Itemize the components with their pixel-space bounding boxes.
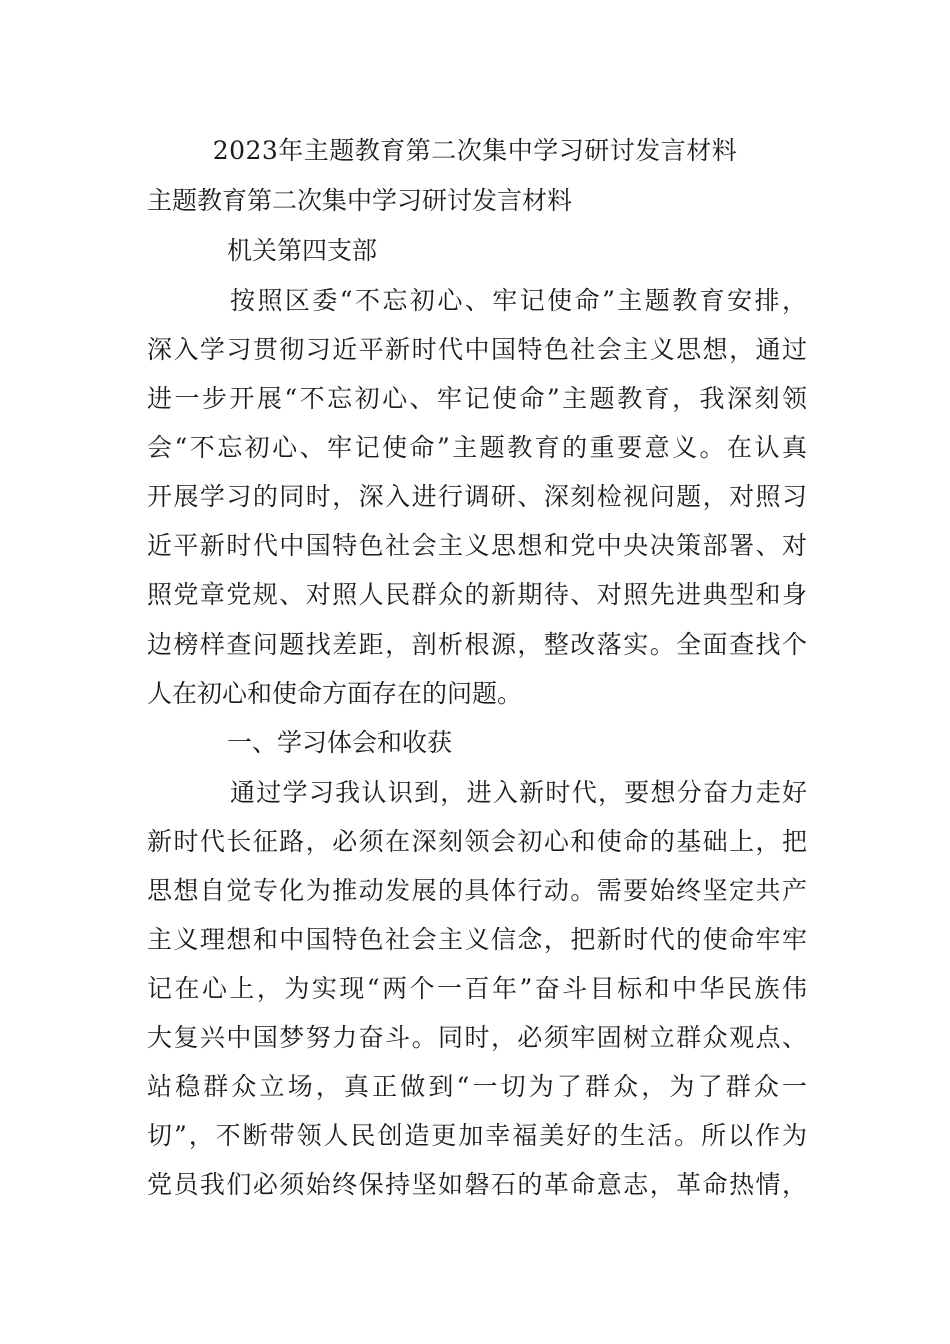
paragraph-line: 照党章党规、对照人民群众的新期待、对照先进典型和身: [147, 580, 807, 609]
paragraph-line: 记在心上，为实现“两个一百年”奋斗目标和中华民族伟: [147, 974, 807, 1003]
paragraph-line: 开展学习的同时，深入进行调研、深刻检视问题，对照习: [147, 482, 807, 511]
paragraph-line: 近平新时代中国特色社会主义思想和党中央决策部署、对: [147, 531, 807, 560]
paragraph-line: 通过学习我认识到，进入新时代，要想分奋力走好: [230, 778, 807, 807]
paragraph-line: 边榜样查问题找差距，剖析根源，整改落实。全面查找个: [147, 630, 807, 659]
paragraph-line: 主义理想和中国特色社会主义信念，把新时代的使命牢牢: [147, 925, 807, 954]
paragraph-line: 党员我们必须始终保持坚如磐石的革命意志，革命热情，: [147, 1170, 807, 1199]
section-heading: 一、学习体会和收获: [227, 728, 453, 757]
paragraph-line: 按照区委“不忘初心、牢记使命”主题教育安排，: [230, 286, 807, 315]
paragraph-line: 切”，不断带领人民创造更加幸福美好的生活。所以作为: [147, 1121, 807, 1150]
paragraph-line: 站稳群众立场，真正做到“一切为了群众，为了群众一: [147, 1072, 807, 1101]
paragraph-line: 进一步开展“不忘初心、牢记使命”主题教育，我深刻领: [147, 384, 807, 413]
author-department: 机关第四支部: [227, 236, 378, 265]
document-title: 2023年主题教育第二次集中学习研讨发言材料: [212, 136, 738, 165]
paragraph-line: 新时代长征路，必须在深刻领会初心和使命的基础上，把: [147, 827, 807, 856]
paragraph-line: 人在初心和使命方面存在的问题。: [147, 679, 523, 708]
paragraph-line: 会“不忘初心、牢记使命”主题教育的重要意义。在认真: [147, 433, 807, 462]
paragraph-line: 深入学习贯彻习近平新时代中国特色社会主义思想，通过: [147, 335, 807, 364]
paragraph-line: 大复兴中国梦努力奋斗。同时，必须牢固树立群众观点、: [147, 1023, 807, 1052]
document-subtitle: 主题教育第二次集中学习研讨发言材料: [147, 186, 573, 215]
paragraph-line: 思想自觉专化为推动发展的具体行动。需要始终坚定共产: [147, 876, 807, 905]
